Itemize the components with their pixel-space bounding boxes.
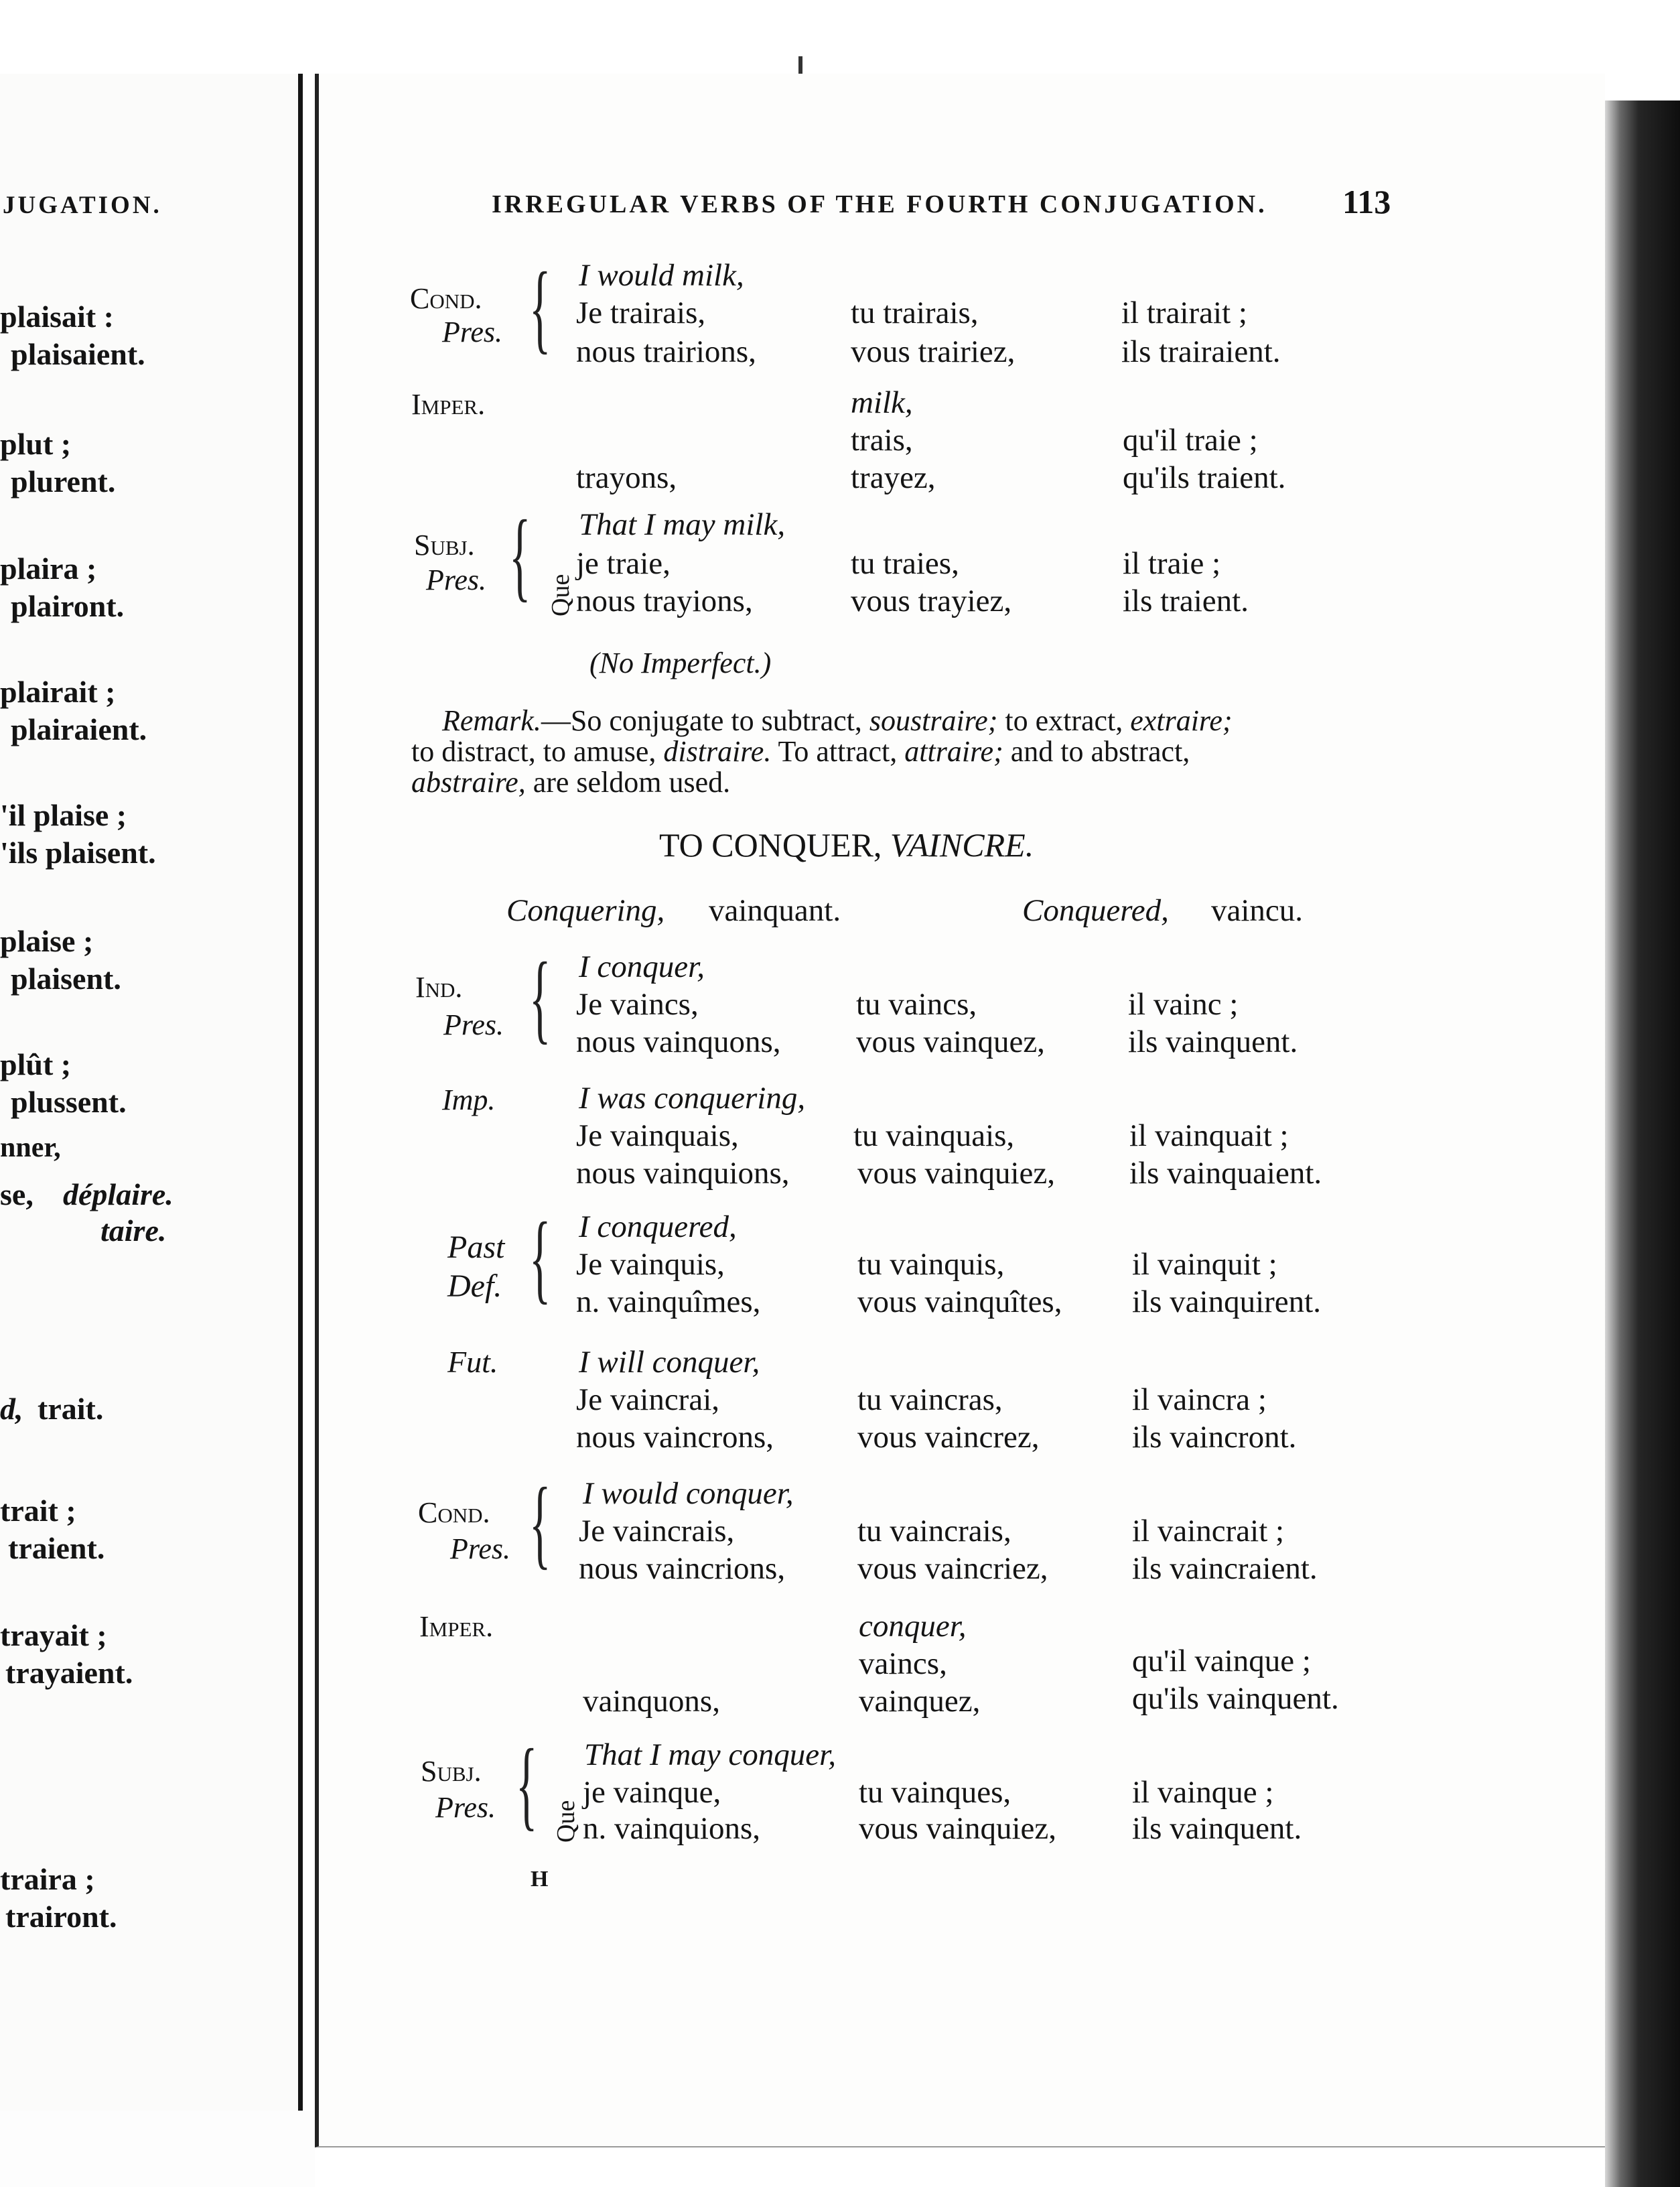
remark-line xyxy=(411,737,1190,767)
facing-line: se, xyxy=(0,1177,33,1211)
signature-mark: H xyxy=(531,1867,549,1892)
tense-sublabel: Pres. xyxy=(442,316,503,348)
section-title-text: TO CONQUER, xyxy=(659,826,890,864)
remark-text: to extract, xyxy=(997,704,1131,737)
tense-sublabel: Pres. xyxy=(426,564,487,596)
facing-line: plaisaient. xyxy=(11,337,145,371)
tense-sublabel: Def. xyxy=(447,1268,502,1304)
tense-label: Subj. xyxy=(414,529,475,561)
conjugation-cell: vous trairiez, xyxy=(851,334,1016,369)
facing-line: traient. xyxy=(8,1531,105,1565)
conjugation-cell: ils vaincraient. xyxy=(1132,1551,1318,1586)
tense-sublabel: Pres. xyxy=(443,1008,504,1041)
brace-icon: { xyxy=(529,1202,551,1313)
tense-label: Subj. xyxy=(421,1755,482,1788)
tense-label: Imp. xyxy=(442,1083,496,1116)
facing-line: déplaire. xyxy=(63,1177,173,1211)
facing-line: trayaient. xyxy=(5,1656,133,1690)
translation: I would milk, xyxy=(579,258,744,293)
conjugation-cell: ils vaincront. xyxy=(1132,1420,1297,1455)
tense-label: Imper. xyxy=(411,388,486,421)
conjugation-cell: nous vainquons, xyxy=(576,1024,781,1059)
conjugation-cell: tu vainquis, xyxy=(857,1247,1005,1282)
facing-line: plût ; xyxy=(0,1047,72,1081)
scan-speck xyxy=(798,56,802,74)
conjugation-cell: je traie, xyxy=(576,546,671,581)
conjugation-cell: n. vainquîmes, xyxy=(576,1284,761,1319)
conjugation-cell: tu vainques, xyxy=(859,1775,1011,1810)
remark-line xyxy=(411,768,730,797)
translation: I conquer, xyxy=(579,949,705,984)
remark-line xyxy=(442,706,1233,736)
conjugation-cell: ils vainquent. xyxy=(1128,1024,1298,1059)
remark-text: extraire; xyxy=(1130,704,1233,737)
running-title: IRREGULAR VERBS OF THE FOURTH CONJUGATION. xyxy=(492,190,1267,218)
conjugation-cell: ils vainquent. xyxy=(1132,1811,1302,1846)
conjugation-cell: qu'ils vainquent. xyxy=(1132,1681,1339,1716)
conjugation-cell: tu traies, xyxy=(851,546,959,581)
translation: conquer, xyxy=(859,1609,967,1644)
brace-icon: { xyxy=(516,1729,538,1840)
tense-label: Cond. xyxy=(418,1496,490,1529)
translation: I was conquering, xyxy=(579,1081,806,1116)
conjugation-cell: vainquons, xyxy=(583,1684,720,1719)
conjugation-cell: qu'il vainque ; xyxy=(1132,1644,1311,1678)
tense-label: Cond. xyxy=(410,282,482,315)
conjugation-cell: nous trairions, xyxy=(576,334,756,369)
tense-sublabel: Pres. xyxy=(450,1532,511,1565)
present-participle-en: Conquering, xyxy=(506,893,665,928)
conjugation-cell: vous trayiez, xyxy=(851,584,1012,618)
facing-line: plairaient. xyxy=(11,712,147,746)
remark-text: attraire; xyxy=(904,735,1003,768)
tense-label: Past xyxy=(447,1230,505,1265)
remark-text: and to abstract, xyxy=(1003,735,1190,768)
facing-line: plaisait : xyxy=(0,300,114,334)
conjugation-cell: qu'ils traient. xyxy=(1123,460,1286,495)
conjugation-cell: Je vainquais, xyxy=(576,1118,739,1153)
conjugation-cell: il vaincrait ; xyxy=(1132,1514,1285,1548)
translation: That I may milk, xyxy=(579,507,786,542)
section-title-verb: VAINCRE. xyxy=(890,826,1034,864)
facing-line: 'ils plaisent. xyxy=(0,836,156,870)
remark-text: to distract, to amuse, xyxy=(411,735,664,768)
remark-label: Remark. xyxy=(442,704,541,737)
translation: That I may conquer, xyxy=(584,1737,836,1772)
conjugation-cell: vous vainquîtes, xyxy=(857,1284,1062,1319)
tense-label: Fut. xyxy=(447,1345,498,1379)
conjugation-cell: nous vaincrions, xyxy=(579,1551,786,1586)
translation: I will conquer, xyxy=(579,1345,760,1380)
conjugation-cell: nous trayions, xyxy=(576,584,753,618)
facing-line: plussent. xyxy=(11,1085,127,1119)
brace-icon: { xyxy=(529,1467,551,1579)
conjugation-cell: nous vainquions, xyxy=(576,1156,790,1191)
facing-line: plaisent. xyxy=(11,962,121,996)
facing-line: plairont. xyxy=(11,589,125,623)
translation: I would conquer, xyxy=(583,1476,794,1511)
brace-icon: { xyxy=(529,252,551,363)
conjugation-cell: nous vaincrons, xyxy=(576,1420,774,1455)
page-edge-shadow xyxy=(1605,101,1680,2187)
facing-line: d, xyxy=(0,1392,23,1426)
conjugation-cell: tu vaincras, xyxy=(857,1382,1003,1417)
facing-page-header: JUGATION. xyxy=(3,192,162,219)
conjugation-cell: tu trairais, xyxy=(851,295,979,330)
conjugation-cell: il vainquit ; xyxy=(1132,1247,1277,1282)
tense-label: Ind. xyxy=(415,971,463,1004)
past-participle-en: Conquered, xyxy=(1022,893,1169,928)
conjugation-cell: ils trairaient. xyxy=(1121,334,1281,369)
conjugation-cell: il traie ; xyxy=(1123,546,1221,581)
tense-sublabel: Pres. xyxy=(435,1791,496,1824)
scan-margin xyxy=(0,2111,315,2187)
conjugation-cell: il vainc ; xyxy=(1128,987,1239,1022)
section-title xyxy=(659,828,1034,862)
conjugation-cell: Je vaincrais, xyxy=(579,1514,735,1548)
conjugation-cell: je vainque, xyxy=(583,1775,721,1810)
facing-line: trayait ; xyxy=(0,1618,107,1652)
conjugation-cell: ils vainquirent. xyxy=(1132,1284,1321,1319)
facing-line: plurent. xyxy=(11,464,116,499)
facing-line: plaira ; xyxy=(0,551,97,586)
conjugation-cell: tu vaincs, xyxy=(856,987,977,1022)
facing-line: taire. xyxy=(100,1213,167,1248)
conjugation-cell: ils traient. xyxy=(1123,584,1249,618)
conjugation-cell: vous vainquez, xyxy=(856,1024,1045,1059)
remark-text: are seldom used. xyxy=(525,766,731,799)
conjugation-cell: Je vaincs, xyxy=(576,987,699,1022)
conjugation-cell: Je vainquis, xyxy=(576,1247,725,1282)
conjugation-cell: tu vainquais, xyxy=(853,1118,1015,1153)
translation: I conquered, xyxy=(579,1209,737,1244)
remark-text: To attract, xyxy=(771,735,905,768)
conjugation-cell: vous vainquiez, xyxy=(857,1156,1055,1191)
conjugation-cell: il vaincra ; xyxy=(1132,1382,1267,1417)
brace-icon: { xyxy=(509,500,531,611)
conjugation-cell: Je vaincrai, xyxy=(576,1382,720,1417)
conjugation-cell: vous vaincriez, xyxy=(857,1551,1048,1586)
facing-line: trait. xyxy=(38,1392,104,1426)
facing-page xyxy=(0,74,303,2111)
facing-line: traira ; xyxy=(0,1862,95,1896)
conjugation-cell: vaincs, xyxy=(859,1646,947,1681)
conjugation-cell: ils vainquaient. xyxy=(1129,1156,1322,1191)
page-number: 113 xyxy=(1342,183,1391,220)
conjugation-cell: vous vaincrez, xyxy=(857,1420,1040,1455)
no-imperfect-note: (No Imperfect.) xyxy=(589,647,772,679)
facing-line: nner, xyxy=(0,1132,61,1163)
facing-line: plut ; xyxy=(0,427,72,461)
conjugation-cell: qu'il traie ; xyxy=(1123,423,1258,458)
que-marker: Que xyxy=(547,574,575,616)
que-marker: Que xyxy=(552,1800,580,1843)
conjugation-cell: il vainque ; xyxy=(1132,1775,1274,1810)
conjugation-cell: tu vaincrais, xyxy=(857,1514,1011,1548)
remark-text: abstraire, xyxy=(411,766,526,799)
conjugation-cell: Je trairais, xyxy=(576,295,706,330)
conjugation-cell: vainquez, xyxy=(859,1684,981,1719)
conjugation-cell: vous vainquiez, xyxy=(859,1811,1056,1846)
conjugation-cell: il trairait ; xyxy=(1121,295,1247,330)
facing-line: plairait ; xyxy=(0,675,116,709)
past-participle-fr: vaincu. xyxy=(1211,893,1304,928)
facing-line: plaise ; xyxy=(0,924,94,958)
facing-line: trairont. xyxy=(5,1900,117,1934)
conjugation-cell: n. vainquions, xyxy=(583,1811,761,1846)
conjugation-cell: trais, xyxy=(851,423,913,458)
tense-label: Imper. xyxy=(419,1610,494,1643)
remark-text: soustraire; xyxy=(869,704,998,737)
conjugation-cell: trayons, xyxy=(576,460,677,495)
facing-line: 'il plaise ; xyxy=(0,798,127,832)
facing-line: trait ; xyxy=(0,1494,76,1528)
conjugation-cell: il vainquait ; xyxy=(1129,1118,1289,1153)
present-participle-fr: vainquant. xyxy=(709,893,841,928)
remark-text: —So conjugate to subtract, xyxy=(541,704,869,737)
brace-icon: { xyxy=(529,942,551,1053)
conjugation-cell: trayez, xyxy=(851,460,936,495)
remark-text: distraire. xyxy=(663,735,772,768)
translation: milk, xyxy=(851,385,913,420)
